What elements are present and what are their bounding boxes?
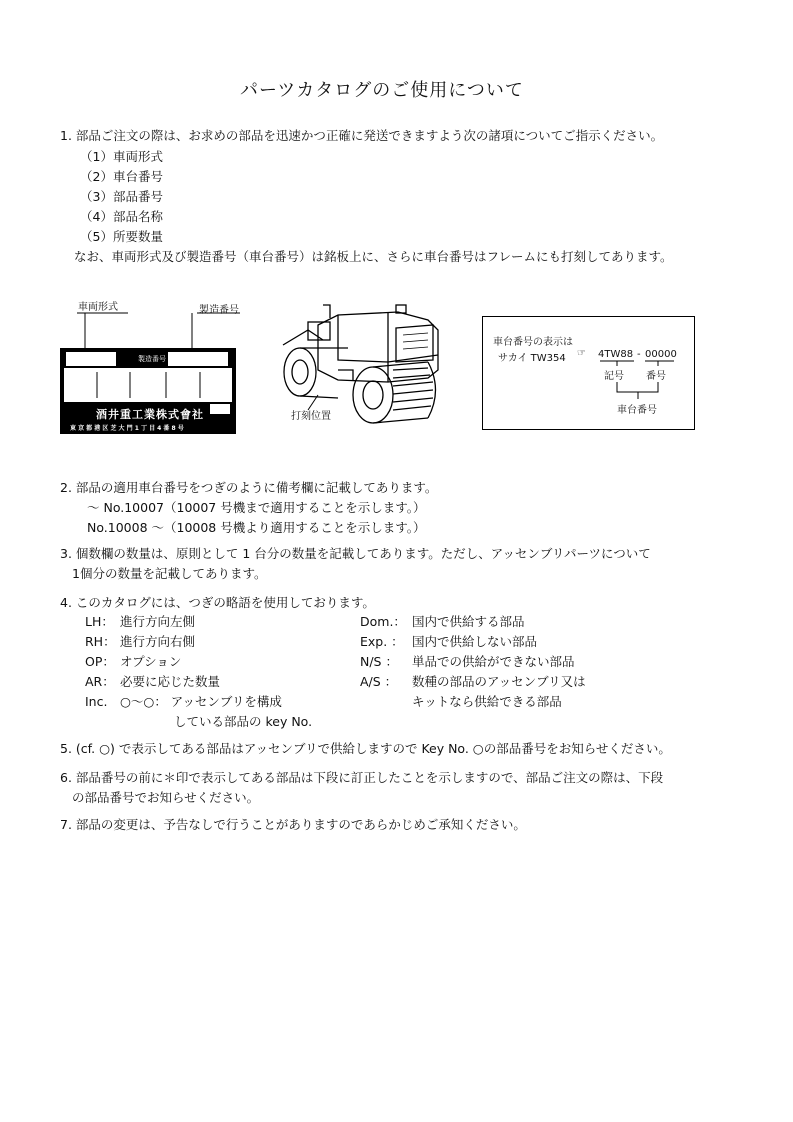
serial-box-title: 車台番号の表示は bbox=[493, 337, 573, 348]
abbr-desc: ○～○： アッセンブリを構成 bbox=[120, 694, 282, 709]
plate-company: 酒井重工業株式會社 bbox=[96, 408, 204, 421]
abbr-term: AR： bbox=[85, 674, 115, 689]
abbr-desc-cont: している部品の key No. bbox=[174, 714, 313, 729]
section-1-item: （2）車台番号 bbox=[80, 169, 163, 184]
section-1-item: （3）部品番号 bbox=[80, 189, 163, 204]
plate-label-model: 車両形式 bbox=[78, 302, 118, 313]
serial-dash: - bbox=[637, 349, 641, 360]
section-1-note: なお、車両形式及び製造番号（車台番号）は銘板上に、さらに車台番号はフレームにも打刻してあります。 bbox=[74, 249, 673, 264]
serial-label-symbol: 記号 bbox=[604, 371, 624, 382]
section-1-item: （1）車両形式 bbox=[80, 149, 163, 164]
serial-code: 4TW88 bbox=[598, 349, 634, 360]
abbr-desc: 国内で供給しない部品 bbox=[412, 634, 538, 649]
abbr-term: A/S ： bbox=[360, 674, 398, 689]
abbr-desc: 数種の部品のアッセンブリ又は bbox=[412, 674, 586, 689]
page-title: パーツカタログのご使用について bbox=[240, 80, 524, 101]
pointer-hand-icon: ☞ bbox=[577, 348, 586, 359]
section-5-text: 5. (cf. ○) で表示してある部品はアッセンブリで供給しますので Key No. ○の部品番号をお知らせください。 bbox=[60, 741, 671, 756]
serial-box-model: サカイ TW354 bbox=[498, 353, 566, 364]
abbr-desc: オプション bbox=[120, 654, 182, 669]
serial-label-chassis: 車台番号 bbox=[617, 405, 657, 416]
abbr-desc: 進行方向右側 bbox=[120, 634, 196, 649]
section-4-text: 4. このカタログには、つぎの略語を使用しております。 bbox=[60, 595, 375, 610]
abbr-term: N/S ： bbox=[360, 654, 398, 669]
abbr-term: LH： bbox=[85, 614, 114, 629]
serial-label-number: 番号 bbox=[646, 371, 666, 382]
section-2-line: ～ No.10007（10007 号機まで適用することを示します。） bbox=[87, 500, 426, 515]
abbr-desc: 必要に応じた数量 bbox=[120, 674, 221, 689]
abbr-desc: 単品での供給ができない部品 bbox=[412, 654, 575, 669]
section-7-text: 7. 部品の変更は、予告なしで行うことがありますのであらかじめご承知ください。 bbox=[60, 817, 526, 832]
abbr-term: RH： bbox=[85, 634, 116, 649]
plate-inner-label: 製造番号 bbox=[138, 355, 166, 363]
abbr-term: Exp. ： bbox=[360, 634, 404, 649]
abbr-term: Inc. bbox=[85, 694, 108, 709]
plate-label-serial: 製造番号 bbox=[199, 305, 239, 316]
abbr-desc-cont: キットなら供給できる部品 bbox=[412, 694, 562, 709]
section-3-text: 1個分の数量を記載してあります。 bbox=[72, 566, 267, 581]
serial-number: 00000 bbox=[645, 349, 677, 360]
section-3-text: 3. 個数欄の数量は、原則として 1 台分の数量を記載してあります。ただし、アッセンブリパーツについて bbox=[60, 546, 651, 561]
section-6-text: 6. 部品番号の前に＊印で表示してある部品は下段に訂正したことを示しますので、部品ご注文の際は、下段 bbox=[60, 770, 664, 785]
abbr-term: Dom.： bbox=[360, 614, 406, 629]
section-2-line: No.10008 ～（10008 号機より適用することを示します。） bbox=[87, 520, 426, 535]
section-1-text: 1. 部品ご注文の際は、お求めの部品を迅速かつ正確に発送できますよう次の諸項についてご指示ください。 bbox=[60, 128, 664, 143]
section-6-text: の部品番号でお知らせください。 bbox=[72, 790, 260, 805]
abbr-desc: 進行方向左側 bbox=[120, 614, 196, 629]
section-1-item: （4）部品名称 bbox=[80, 209, 163, 224]
abbr-desc: 国内で供給する部品 bbox=[412, 614, 525, 629]
section-1-item: （5）所要数量 bbox=[80, 229, 163, 244]
stamp-position-label: 打刻位置 bbox=[291, 411, 331, 422]
abbr-term: OP： bbox=[85, 654, 115, 669]
plate-address: 東 京 都 港 区 芝 大 門 1 丁 目 4 番 8 号 bbox=[70, 425, 184, 432]
section-2-text: 2. 部品の適用車台番号をつぎのように備考欄に記載してあります。 bbox=[60, 480, 438, 495]
